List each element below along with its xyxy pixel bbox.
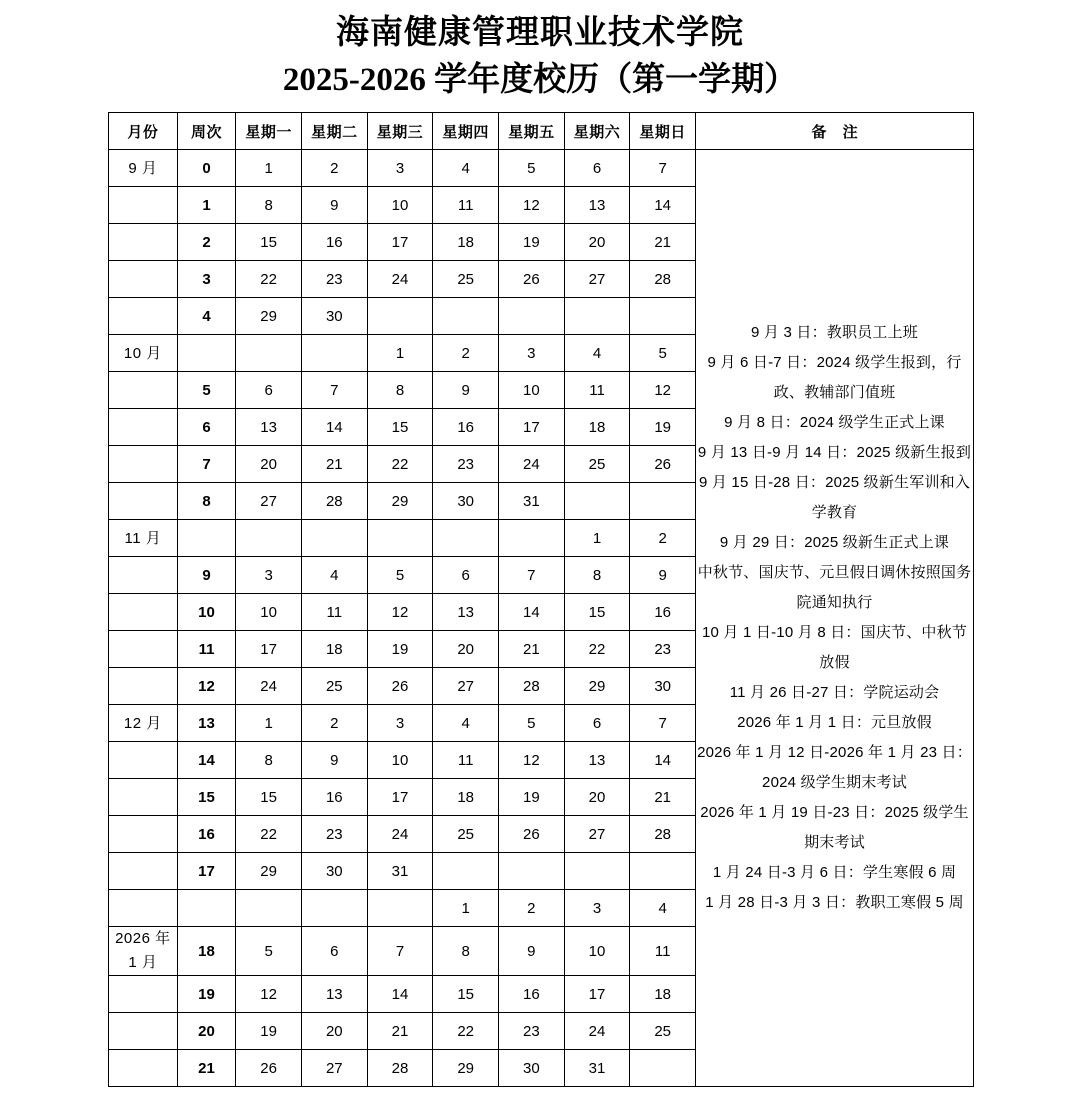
day-cell: 25 (433, 261, 499, 298)
day-cell: 14 (301, 409, 367, 446)
day-cell: 23 (301, 816, 367, 853)
day-cell: 19 (367, 631, 433, 668)
day-cell: 8 (367, 372, 433, 409)
day-cell: 18 (433, 779, 499, 816)
day-cell: 5 (499, 705, 565, 742)
day-cell: 28 (301, 483, 367, 520)
day-cell: 3 (367, 705, 433, 742)
day-cell: 31 (367, 853, 433, 890)
day-cell: 1 (564, 520, 630, 557)
day-cell: 30 (301, 853, 367, 890)
header-monday: 星期一 (236, 113, 302, 150)
day-cell (499, 520, 565, 557)
remark-line: 1 月 28 日-3 月 3 日：教职工寒假 5 周 (705, 894, 964, 911)
day-cell: 22 (433, 1013, 499, 1050)
remark-line: 9 月 29 日：2025 级新生正式上课 (719, 534, 950, 551)
remark-line: 9 月 8 日：2024 级学生正式上课 (724, 414, 945, 431)
day-cell: 1 (367, 335, 433, 372)
day-cell: 20 (301, 1013, 367, 1050)
day-cell: 22 (367, 446, 433, 483)
day-cell: 6 (236, 372, 302, 409)
day-cell: 7 (630, 705, 696, 742)
day-cell: 9 (433, 372, 499, 409)
day-cell: 17 (367, 224, 433, 261)
day-cell: 28 (367, 1050, 433, 1087)
day-cell: 24 (564, 1013, 630, 1050)
academic-year-subtitle: 2025-2026 学年度校历（第一学期） (282, 62, 798, 98)
day-cell: 15 (564, 594, 630, 631)
week-number-cell: 6 (177, 409, 236, 446)
day-cell: 12 (630, 372, 696, 409)
day-cell: 13 (433, 594, 499, 631)
day-cell: 13 (301, 976, 367, 1013)
day-cell: 25 (301, 668, 367, 705)
day-cell: 14 (367, 976, 433, 1013)
day-cell (367, 298, 433, 335)
day-cell: 13 (564, 187, 630, 224)
day-cell: 6 (564, 705, 630, 742)
month-cell (109, 594, 178, 631)
day-cell: 9 (630, 557, 696, 594)
day-cell: 2 (630, 520, 696, 557)
header-sunday: 星期日 (630, 113, 696, 150)
week-number-cell: 16 (177, 816, 236, 853)
day-cell: 18 (301, 631, 367, 668)
day-cell: 15 (367, 409, 433, 446)
month-cell (109, 668, 178, 705)
day-cell: 30 (499, 1050, 565, 1087)
day-cell: 5 (236, 927, 302, 976)
month-cell: 10 月 (109, 335, 178, 372)
day-cell (367, 890, 433, 927)
week-number-cell: 17 (177, 853, 236, 890)
day-cell: 2 (499, 890, 565, 927)
day-cell: 8 (236, 742, 302, 779)
day-cell: 7 (630, 150, 696, 187)
month-cell (109, 372, 178, 409)
day-cell: 27 (236, 483, 302, 520)
month-cell (109, 1013, 178, 1050)
month-cell: 9 月 (109, 150, 178, 187)
day-cell: 15 (433, 976, 499, 1013)
day-cell: 11 (301, 594, 367, 631)
header-thursday: 星期四 (433, 113, 499, 150)
day-cell: 9 (499, 927, 565, 976)
day-cell: 27 (433, 668, 499, 705)
day-cell: 16 (301, 224, 367, 261)
day-cell: 29 (433, 1050, 499, 1087)
day-cell: 2 (301, 150, 367, 187)
month-cell: 12 月 (109, 705, 178, 742)
week-number-cell (177, 890, 236, 927)
header-tuesday: 星期二 (301, 113, 367, 150)
header-friday: 星期五 (499, 113, 565, 150)
month-cell (109, 816, 178, 853)
month-cell: 2026 年 1 月 (109, 927, 178, 976)
day-cell: 21 (367, 1013, 433, 1050)
week-number-cell: 1 (177, 187, 236, 224)
day-cell (433, 853, 499, 890)
day-cell: 10 (367, 742, 433, 779)
day-cell: 14 (630, 742, 696, 779)
day-cell: 14 (630, 187, 696, 224)
month-cell (109, 631, 178, 668)
day-cell: 23 (499, 1013, 565, 1050)
week-number-cell: 15 (177, 779, 236, 816)
day-cell: 29 (564, 668, 630, 705)
week-number-cell: 21 (177, 1050, 236, 1087)
day-cell (433, 520, 499, 557)
week-number-cell: 14 (177, 742, 236, 779)
remark-line: 10 月 1 日-10 月 8 日：国庆节、中秋节放假 (701, 624, 968, 671)
remarks-text (696, 318, 973, 918)
day-cell: 10 (499, 372, 565, 409)
table-body (109, 150, 974, 1087)
day-cell: 4 (433, 705, 499, 742)
day-cell: 30 (630, 668, 696, 705)
day-cell: 28 (630, 261, 696, 298)
day-cell (236, 335, 302, 372)
day-cell: 1 (433, 890, 499, 927)
day-cell (301, 890, 367, 927)
week-number-cell (177, 520, 236, 557)
day-cell: 26 (236, 1050, 302, 1087)
day-cell: 12 (499, 742, 565, 779)
day-cell: 11 (433, 187, 499, 224)
day-cell (630, 298, 696, 335)
day-cell: 31 (564, 1050, 630, 1087)
day-cell: 22 (236, 261, 302, 298)
day-cell: 8 (236, 187, 302, 224)
day-cell: 14 (499, 594, 565, 631)
day-cell: 6 (433, 557, 499, 594)
day-cell: 24 (367, 261, 433, 298)
day-cell (564, 483, 630, 520)
day-cell: 24 (236, 668, 302, 705)
day-cell: 13 (236, 409, 302, 446)
day-cell: 11 (433, 742, 499, 779)
day-cell: 10 (564, 927, 630, 976)
day-cell: 8 (433, 927, 499, 976)
day-cell: 25 (433, 816, 499, 853)
day-cell: 15 (236, 779, 302, 816)
week-number-cell: 20 (177, 1013, 236, 1050)
day-cell: 9 (301, 187, 367, 224)
day-cell: 17 (499, 409, 565, 446)
day-cell: 21 (499, 631, 565, 668)
month-cell (109, 224, 178, 261)
day-cell: 1 (236, 705, 302, 742)
day-cell: 7 (499, 557, 565, 594)
month-cell (109, 779, 178, 816)
day-cell: 17 (236, 631, 302, 668)
day-cell: 23 (630, 631, 696, 668)
header-wednesday: 星期三 (367, 113, 433, 150)
day-cell: 3 (367, 150, 433, 187)
day-cell (564, 298, 630, 335)
month-cell (109, 853, 178, 890)
remark-line: 9 月 13 日-9 月 14 日：2025 级新生报到 (697, 444, 972, 461)
day-cell: 20 (564, 224, 630, 261)
day-cell: 18 (564, 409, 630, 446)
day-cell: 7 (301, 372, 367, 409)
month-cell (109, 298, 178, 335)
month-cell (109, 261, 178, 298)
remark-line: 2026 年 1 月 12 日-2026 年 1 月 23 日：2024 级学生期末考试 (697, 744, 972, 791)
day-cell (630, 1050, 696, 1087)
month-cell (109, 1050, 178, 1087)
day-cell: 4 (433, 150, 499, 187)
week-number-cell (177, 335, 236, 372)
remarks-cell (696, 150, 974, 1087)
day-cell: 29 (367, 483, 433, 520)
week-number-cell: 18 (177, 927, 236, 976)
day-cell: 27 (301, 1050, 367, 1087)
day-cell: 19 (499, 224, 565, 261)
month-cell (109, 409, 178, 446)
day-cell: 12 (367, 594, 433, 631)
week-number-cell: 3 (177, 261, 236, 298)
day-cell: 10 (236, 594, 302, 631)
day-cell: 30 (433, 483, 499, 520)
remark-line: 9 月 3 日：教职员工上班 (751, 324, 918, 341)
day-cell: 26 (367, 668, 433, 705)
month-cell (109, 187, 178, 224)
day-cell: 16 (630, 594, 696, 631)
day-cell: 30 (301, 298, 367, 335)
day-cell (301, 335, 367, 372)
day-cell: 8 (564, 557, 630, 594)
day-cell (236, 520, 302, 557)
day-cell (630, 853, 696, 890)
day-cell: 15 (236, 224, 302, 261)
day-cell: 3 (236, 557, 302, 594)
day-cell: 6 (301, 927, 367, 976)
day-cell: 20 (236, 446, 302, 483)
day-cell: 5 (499, 150, 565, 187)
month-cell (109, 742, 178, 779)
day-cell: 4 (301, 557, 367, 594)
day-cell: 10 (367, 187, 433, 224)
day-cell: 7 (367, 927, 433, 976)
remark-line: 中秋节、国庆节、元旦假日调休按照国务院通知执行 (697, 564, 972, 611)
day-cell: 4 (630, 890, 696, 927)
day-cell: 24 (367, 816, 433, 853)
day-cell: 25 (630, 1013, 696, 1050)
day-cell: 17 (564, 976, 630, 1013)
day-cell: 29 (236, 298, 302, 335)
school-name-title: 海南健康管理职业技术学院 (336, 15, 744, 51)
day-cell: 13 (564, 742, 630, 779)
day-cell: 31 (499, 483, 565, 520)
day-cell: 26 (499, 816, 565, 853)
day-cell: 1 (236, 150, 302, 187)
month-cell (109, 976, 178, 1013)
day-cell: 22 (564, 631, 630, 668)
calendar-table-container (108, 112, 974, 1087)
month-cell (109, 483, 178, 520)
day-cell: 16 (499, 976, 565, 1013)
month-cell (109, 446, 178, 483)
remark-line: 2026 年 1 月 19 日-23 日：2025 级学生期末考试 (700, 804, 969, 851)
day-cell: 16 (301, 779, 367, 816)
week-number-cell: 2 (177, 224, 236, 261)
day-cell: 21 (630, 224, 696, 261)
remark-line: 9 月 6 日-7 日：2024 级学生报到，行政、教辅部门值班 (707, 354, 962, 401)
remark-line: 9 月 15 日-28 日：2025 级新生军训和入学教育 (698, 474, 971, 521)
week-number-cell: 7 (177, 446, 236, 483)
day-cell: 26 (630, 446, 696, 483)
day-cell: 17 (367, 779, 433, 816)
week-number-cell: 0 (177, 150, 236, 187)
table-row (109, 150, 974, 187)
day-cell: 20 (433, 631, 499, 668)
week-number-cell: 11 (177, 631, 236, 668)
table-header (109, 113, 974, 150)
day-cell: 23 (301, 261, 367, 298)
week-number-cell: 4 (177, 298, 236, 335)
remark-line: 2026 年 1 月 1 日：元旦放假 (737, 714, 932, 731)
week-number-cell: 10 (177, 594, 236, 631)
day-cell (499, 853, 565, 890)
month-cell (109, 557, 178, 594)
day-cell: 9 (301, 742, 367, 779)
day-cell (630, 483, 696, 520)
day-cell: 5 (630, 335, 696, 372)
week-number-cell: 8 (177, 483, 236, 520)
header-month: 月份 (109, 113, 178, 150)
day-cell: 23 (433, 446, 499, 483)
header-remarks: 备 注 (696, 113, 974, 150)
day-cell: 11 (630, 927, 696, 976)
day-cell: 6 (564, 150, 630, 187)
day-cell: 19 (499, 779, 565, 816)
day-cell: 5 (367, 557, 433, 594)
header-saturday: 星期六 (564, 113, 630, 150)
day-cell: 25 (564, 446, 630, 483)
week-number-cell: 19 (177, 976, 236, 1013)
day-cell: 29 (236, 853, 302, 890)
remark-line: 1 月 24 日-3 月 6 日：学生寒假 6 周 (712, 864, 957, 881)
day-cell: 22 (236, 816, 302, 853)
day-cell: 3 (564, 890, 630, 927)
day-cell: 2 (301, 705, 367, 742)
day-cell (433, 298, 499, 335)
day-cell: 4 (564, 335, 630, 372)
day-cell (564, 853, 630, 890)
day-cell (236, 890, 302, 927)
month-cell: 11 月 (109, 520, 178, 557)
academic-calendar-table (108, 112, 974, 1087)
day-cell: 27 (564, 261, 630, 298)
document-title (0, 0, 1080, 104)
day-cell: 28 (630, 816, 696, 853)
day-cell: 16 (433, 409, 499, 446)
day-cell: 26 (499, 261, 565, 298)
day-cell (367, 520, 433, 557)
day-cell: 2 (433, 335, 499, 372)
day-cell: 19 (236, 1013, 302, 1050)
day-cell: 28 (499, 668, 565, 705)
day-cell: 24 (499, 446, 565, 483)
header-week: 周次 (177, 113, 236, 150)
day-cell: 21 (301, 446, 367, 483)
day-cell: 12 (499, 187, 565, 224)
day-cell (499, 298, 565, 335)
header-row (109, 113, 974, 150)
day-cell: 11 (564, 372, 630, 409)
day-cell: 18 (630, 976, 696, 1013)
week-number-cell: 13 (177, 705, 236, 742)
month-cell (109, 890, 178, 927)
day-cell: 20 (564, 779, 630, 816)
week-number-cell: 5 (177, 372, 236, 409)
day-cell: 18 (433, 224, 499, 261)
day-cell (301, 520, 367, 557)
remark-line: 11 月 26 日-27 日：学院运动会 (729, 684, 940, 701)
week-number-cell: 12 (177, 668, 236, 705)
day-cell: 3 (499, 335, 565, 372)
day-cell: 19 (630, 409, 696, 446)
day-cell: 12 (236, 976, 302, 1013)
week-number-cell: 9 (177, 557, 236, 594)
day-cell: 27 (564, 816, 630, 853)
day-cell: 21 (630, 779, 696, 816)
